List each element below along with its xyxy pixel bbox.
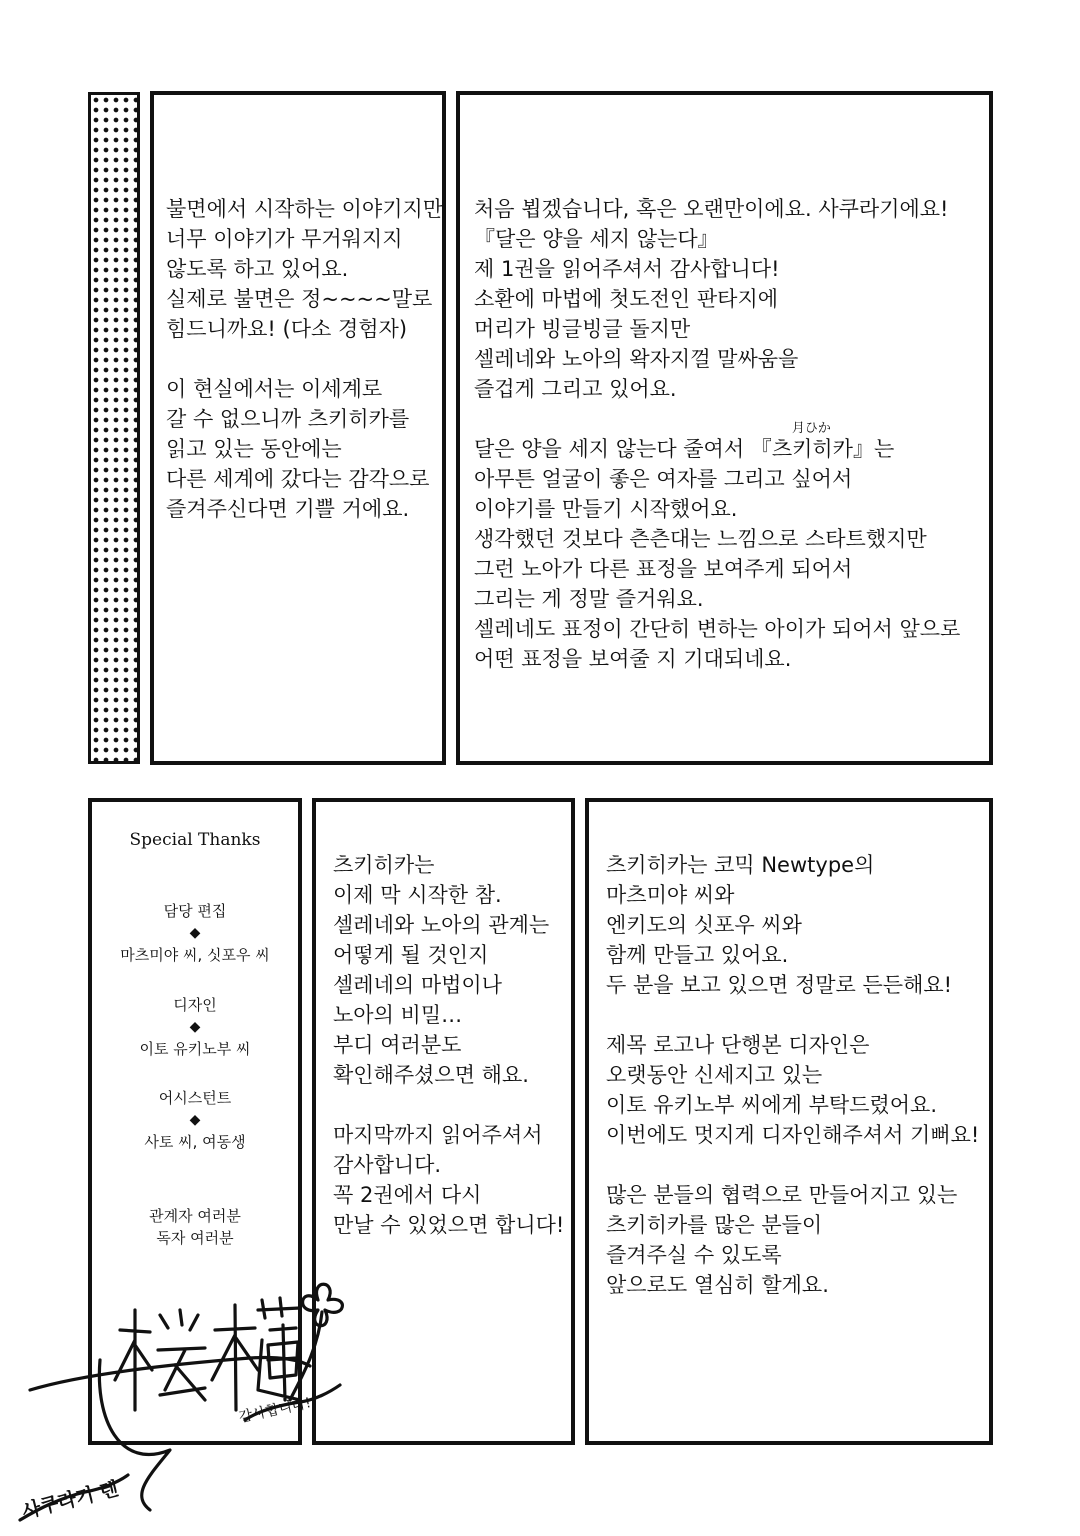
text-line: 아무튼 얼굴이 좋은 여자를 그리고 싶어서 bbox=[474, 467, 853, 491]
text-line: 어떻게 될 것인지 bbox=[333, 943, 489, 967]
text-line: 이 현실에서는 이세계로 bbox=[166, 377, 383, 401]
text-line: 제목 로고나 단행본 디자인은 bbox=[606, 1033, 870, 1057]
text-line: 함께 만들고 있어요. bbox=[606, 943, 789, 967]
text-line: 앞으로도 열심히 할게요. bbox=[606, 1273, 829, 1297]
text-line: 너무 이야기가 무거워지지 bbox=[166, 227, 403, 251]
text-line: 츠키히카는 코믹 Newtype의 bbox=[606, 853, 875, 877]
text-line: 즐겨주신다면 기쁠 거에요. bbox=[166, 497, 410, 521]
text-line: 다른 세계에 갔다는 감각으로 bbox=[166, 467, 430, 491]
text-line: 읽고 있는 동안에는 bbox=[166, 437, 342, 461]
text-line: 오랫동안 신세지고 있는 bbox=[606, 1063, 823, 1087]
text-line: 마츠미야 씨와 bbox=[606, 883, 735, 907]
diamond-bullet-icon: ◆ bbox=[189, 1019, 201, 1035]
screentone-strip bbox=[88, 92, 140, 764]
credit-closing-line: 관계자 여러분 bbox=[149, 1207, 241, 1225]
credit-names: 이토 유키노부 씨 bbox=[139, 1040, 251, 1058]
text-line: 처음 뵙겠습니다, 혹은 오랜만이에요. 사쿠라기에요! bbox=[474, 197, 949, 221]
top-right-text bbox=[474, 194, 960, 674]
credit-role: 어시스턴트 bbox=[158, 1089, 232, 1107]
text-line: 두 분을 보고 있으면 정말로 든든해요! bbox=[606, 973, 953, 997]
text-line: 『달은 양을 세지 않는다』 bbox=[474, 227, 719, 251]
text-line: 제 1권을 읽어주셔서 감사합니다! bbox=[474, 257, 780, 281]
text-line: 이번에도 멋지게 디자인해주셔서 기뻐요! bbox=[606, 1123, 980, 1147]
credit-section-editor bbox=[92, 900, 298, 966]
text-line: 즐겨주실 수 있도록 bbox=[606, 1243, 782, 1267]
text-line: 셀레네와 노아의 관계는 bbox=[333, 913, 550, 937]
text-line: 불면에서 시작하는 이야기지만 bbox=[166, 197, 444, 221]
special-thanks-title: Special Thanks bbox=[129, 830, 261, 850]
author-signature bbox=[0, 1270, 380, 1536]
text-line: 힘드니까요! (다소 경험자) bbox=[166, 317, 408, 341]
ruby-base-wrap bbox=[771, 421, 853, 461]
text-line: 즐겁게 그리고 있어요. bbox=[474, 377, 677, 401]
text-line: 부디 여러분도 bbox=[333, 1033, 462, 1057]
credit-section-design bbox=[92, 994, 298, 1060]
text-line: 츠키히카를 많은 분들이 bbox=[606, 1213, 823, 1237]
bottom-right-text bbox=[606, 850, 979, 1300]
signature-thanks-note: 감사합니다! bbox=[237, 1395, 313, 1426]
ruby-line-after: 』는 bbox=[852, 437, 895, 461]
credit-closing-line: 독자 여러분 bbox=[156, 1229, 234, 1247]
text-line: 소환에 마법에 첫도전인 판타지에 bbox=[474, 287, 779, 311]
text-line: 그리는 게 정말 즐거워요. bbox=[474, 587, 704, 611]
text-line: 엔키도의 싯포우 씨와 bbox=[606, 913, 802, 937]
ruby-base: 츠키히카 bbox=[771, 437, 853, 461]
text-line: 감사합니다. bbox=[333, 1153, 442, 1177]
signature-name-korean: 사쿠라기 렌 bbox=[19, 1477, 121, 1523]
credit-role: 디자인 bbox=[173, 996, 217, 1014]
credit-section-assistant bbox=[92, 1087, 298, 1153]
text-line: 꼭 2권에서 다시 bbox=[333, 1183, 482, 1207]
diamond-bullet-icon: ◆ bbox=[189, 1112, 201, 1128]
diamond-bullet-icon: ◆ bbox=[189, 925, 201, 941]
ruby-line-before: 달은 양을 세지 않는다 줄여서 『 bbox=[474, 437, 772, 461]
text-line: 많은 분들의 협력으로 만들어지고 있는 bbox=[606, 1183, 958, 1207]
text-line: 확인해주셨으면 해요. bbox=[333, 1063, 529, 1087]
ruby-annotation: 月ひか bbox=[791, 421, 831, 436]
text-line: 이토 유키노부 씨에게 부탁드렸어요. bbox=[606, 1093, 937, 1117]
text-line: 않도록 하고 있어요. bbox=[166, 257, 349, 281]
top-left-text bbox=[166, 194, 443, 524]
text-line: 그런 노아가 다른 표정을 보여주게 되어서 bbox=[474, 557, 853, 581]
text-line: 생각했던 것보다 츤츤대는 느낌으로 스타트했지만 bbox=[474, 527, 927, 551]
text-line: 머리가 빙글빙글 돌지만 bbox=[474, 317, 691, 341]
text-line: 실제로 불면은 정~~~~말로 bbox=[166, 287, 433, 311]
text-line: 셀레네와 노아의 왁자지껄 말싸움을 bbox=[474, 347, 799, 371]
credit-role: 담당 편집 bbox=[163, 902, 227, 920]
text-line: 어떤 표정을 보여줄 지 기대되네요. bbox=[474, 647, 792, 671]
text-line: 이야기를 만들기 시작했어요. bbox=[474, 497, 738, 521]
text-line: 이제 막 시작한 참. bbox=[333, 883, 502, 907]
text-line: 만날 수 있었으면 합니다! bbox=[333, 1213, 565, 1237]
credit-closing bbox=[92, 1205, 298, 1249]
text-line: 마지막까지 읽어주셔서 bbox=[333, 1123, 543, 1147]
text-line: 갈 수 없으니까 츠키히카를 bbox=[166, 407, 410, 431]
text-line: 노아의 비밀… bbox=[333, 1003, 463, 1027]
credit-names: 사토 씨, 여동생 bbox=[144, 1133, 246, 1151]
credit-names: 마츠미야 씨, 싯포우 씨 bbox=[120, 946, 270, 964]
middle-panel-text bbox=[333, 850, 564, 1240]
text-line: 셀레네의 마법이나 bbox=[333, 973, 502, 997]
text-line: 셀레네도 표정이 간단히 변하는 아이가 되어서 앞으로 bbox=[474, 617, 961, 641]
text-line: 츠키히카는 bbox=[333, 853, 435, 877]
text-line-with-ruby bbox=[474, 421, 960, 464]
